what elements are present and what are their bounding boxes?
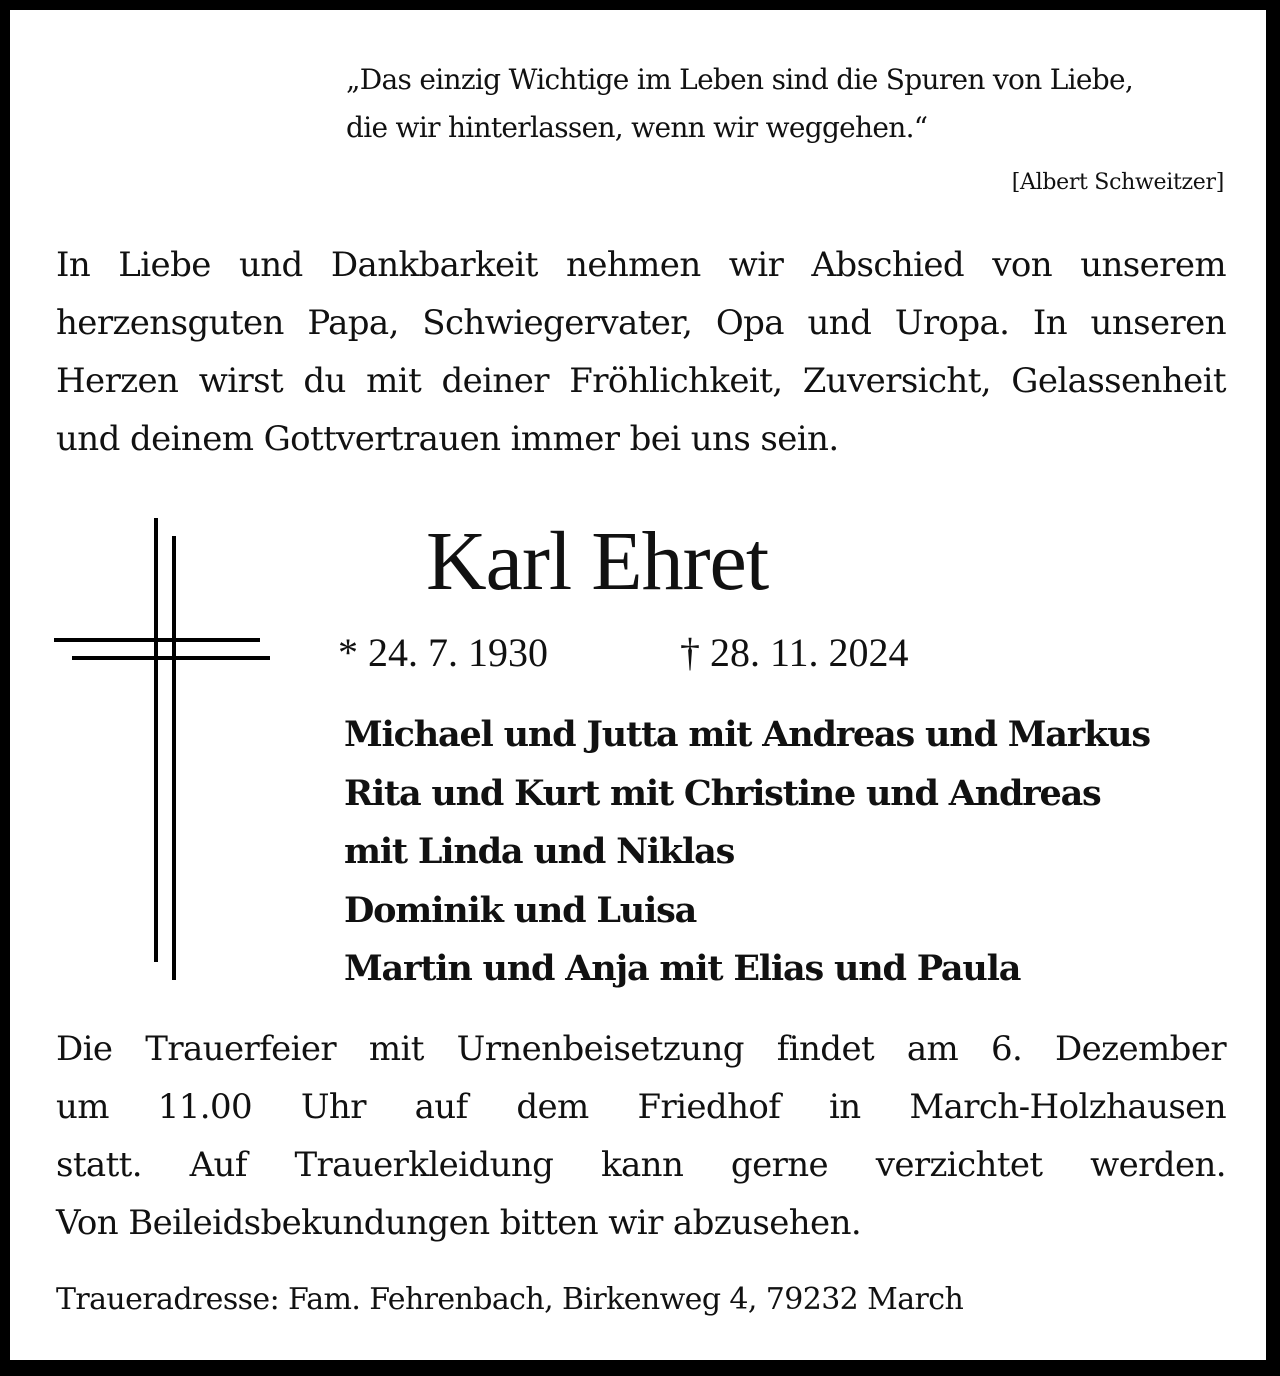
ceremony-line: statt. Auf Trauerkleidung kann gerne verzichtet werden.: [56, 1145, 1226, 1185]
ceremony-line: um 11.00 Uhr auf dem Friedhof in March-Holzhausen: [56, 1087, 1226, 1127]
ceremony-line: Die Trauerfeier mit Urnenbeisetzung findet am 6. Dezember: [56, 1029, 1226, 1069]
mourning-address: Traueradresse: Fam. Fehrenbach, Birkenweg 4, 79232 March: [56, 1282, 964, 1317]
quote-author: [Albert Schweitzer]: [1011, 170, 1224, 195]
family-list: [344, 706, 1150, 999]
intro-line: In Liebe und Dankbarkeit nehmen wir Abschied von unserem: [56, 245, 1226, 285]
deceased-name: Karl Ehret: [426, 515, 769, 608]
family-line: Michael und Jutta mit Andreas und Markus: [344, 714, 1150, 755]
quote-line: „Das einzig Wichtige im Leben sind die Spuren von Liebe,: [346, 63, 1134, 96]
double-line-cross-icon: [54, 518, 270, 980]
birth-date: * 24. 7. 1930: [338, 630, 548, 675]
intro-line: Herzen wirst du mit deiner Fröhlichkeit, Zuversicht, Gelassenheit: [56, 361, 1226, 401]
quote: [346, 56, 1226, 152]
family-line: mit Linda und Niklas: [344, 831, 735, 872]
intro-line: und deinem Gottvertrauen immer bei uns sein.: [56, 419, 839, 459]
quote-line: die wir hinterlassen, wenn wir weggehen.“: [346, 111, 928, 144]
family-line: Martin und Anja mit Elias und Paula: [344, 948, 1021, 989]
ceremony-text: [56, 1020, 1226, 1252]
family-line: Rita und Kurt mit Christine und Andreas: [344, 772, 1101, 814]
intro-text: [56, 236, 1226, 468]
ceremony-line: Von Beileidsbekundungen bitten wir abzusehen.: [56, 1203, 862, 1243]
death-date: † 28. 11. 2024: [680, 630, 909, 675]
family-line: Dominik und Luisa: [344, 889, 697, 931]
intro-line: herzensguten Papa, Schwiegervater, Opa und Uropa. In unseren: [56, 303, 1226, 343]
